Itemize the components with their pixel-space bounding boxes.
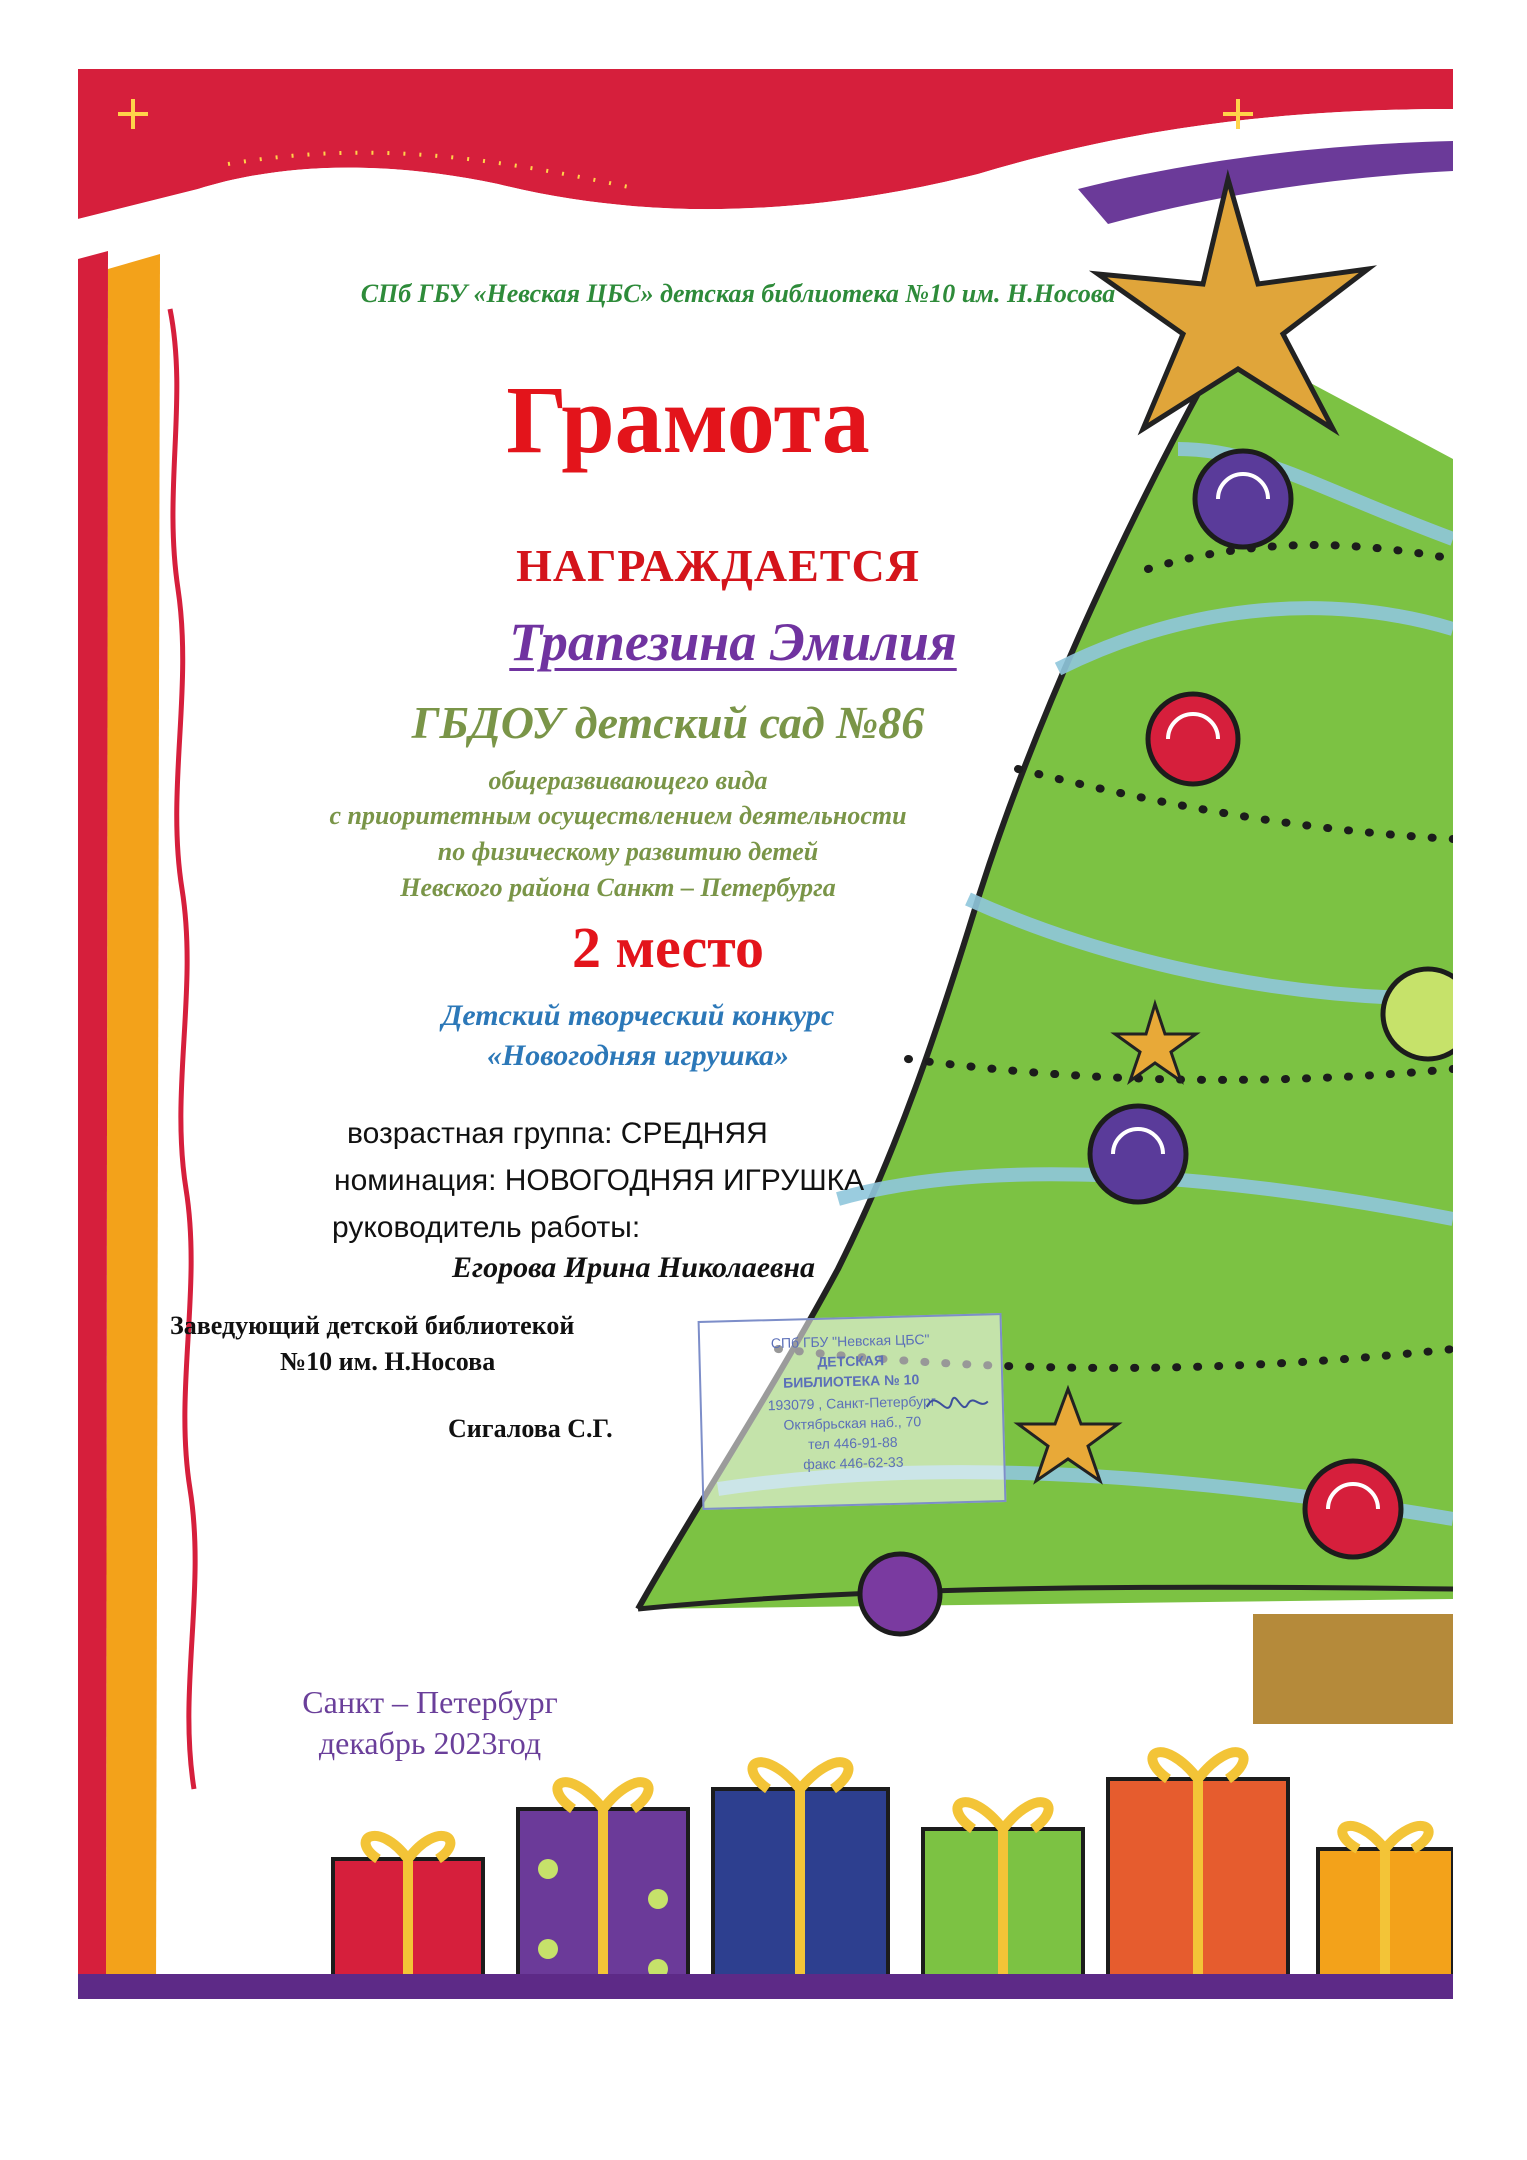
bottom-purple-band (78, 1974, 1453, 1999)
awarded-label: НАГРАЖДАЕТСЯ (516, 540, 920, 591)
institution-header: СПб ГБУ «Невская ЦБС» детская библиотека №10 им. Н.Носова (360, 279, 1116, 308)
organization-name: ГБДОУ детский сад №86 (411, 697, 925, 748)
gift-boxes (333, 1779, 1453, 1999)
left-orange-stripe (106, 254, 160, 1999)
recipient-name: Трапезина Эмилия (509, 612, 957, 672)
stamp-line: ДЕТСКАЯ (817, 1352, 885, 1370)
stamp-line: 193079 , Санкт-Петербург (767, 1392, 937, 1414)
supervisor-name: Егорова Ирина Николаевна (452, 1251, 816, 1284)
issue-date: декабрь 2023год (318, 1725, 542, 1761)
contest-title-line: «Новогодняя игрушка» (486, 1039, 790, 1072)
city: Санкт – Петербург (302, 1684, 558, 1720)
stamp-line: БИБЛИОТЕКА № 10 (782, 1371, 920, 1391)
age-group: возрастная группа: СРЕДНЯЯ (347, 1117, 768, 1150)
stamp-line: факс 446-62-33 (802, 1453, 904, 1473)
library-stamp (698, 1313, 1007, 1510)
stamp-line: Октябрьская наб., 70 (783, 1413, 922, 1433)
contest-name-line: Детский творческий конкурс (441, 999, 835, 1032)
place-award: 2 место (572, 915, 764, 980)
stamp-line: тел 446-91-88 (807, 1433, 898, 1453)
ornament-purple-3 (860, 1554, 940, 1634)
certificate-page (78, 69, 1453, 1999)
stamp-line: СПб ГБУ "Невская ЦБС" (770, 1330, 930, 1352)
left-red-stripe (78, 251, 108, 1999)
organization-line: Невского района Санкт – Петербурга (400, 873, 836, 902)
tree-trunk (1253, 1614, 1453, 1724)
organization-line: общеразвивающего вида (488, 766, 768, 795)
ornament-purple-1 (1195, 451, 1291, 547)
organization-line: с приоритетным осуществлением деятельности (329, 801, 907, 830)
organization-line: по физическому развитию детей (437, 837, 819, 866)
nomination: номинация: НОВОГОДНЯЯ ИГРУШКА (334, 1164, 865, 1197)
ornament-red-1 (1148, 694, 1238, 784)
supervisor-label: руководитель работы: (332, 1211, 641, 1244)
certificate-title: Грамота (506, 366, 870, 473)
ornament-purple-2 (1090, 1106, 1186, 1202)
signatory-title: Заведующий детской библиотекой (170, 1311, 575, 1340)
signatory-name: Сигалова С.Г. (448, 1414, 613, 1443)
signatory-title-library: №10 им. Н.Носова (280, 1347, 496, 1376)
handwritten-signature (921, 1375, 993, 1437)
ornament-red-2 (1305, 1461, 1401, 1557)
ornament-green-1 (1383, 969, 1453, 1059)
left-squiggle (170, 309, 195, 1789)
